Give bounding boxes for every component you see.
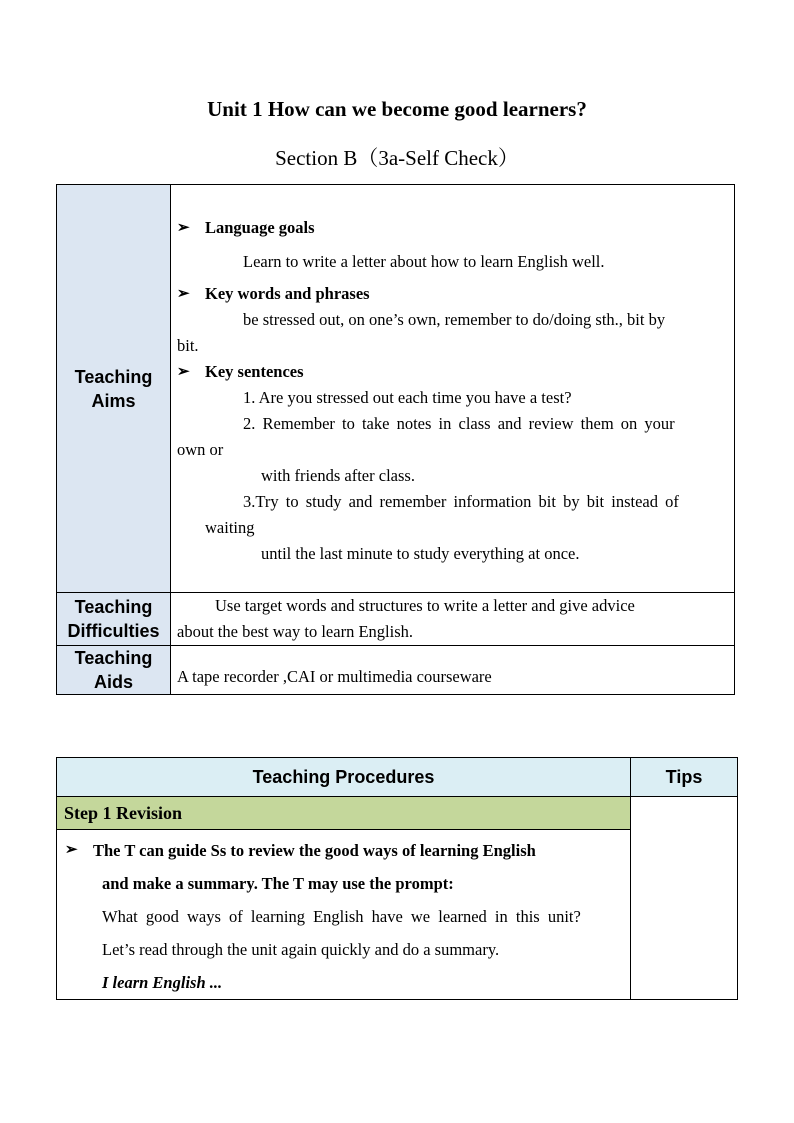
tips-header: Tips — [631, 758, 738, 797]
teaching-aids-label: Teaching Aids — [57, 646, 171, 695]
step1-instruction: ➢ The T can guide Ss to review the good ways of learning English — [65, 834, 622, 867]
key-sentence: 2. Remember to take notes in class and review them on your — [243, 414, 675, 433]
key-sentence: own or — [177, 440, 224, 459]
step1-heading: Step 1 Revision — [57, 797, 631, 830]
arrow-bullet-icon: ➢ — [177, 220, 190, 236]
step1-prompt: What good ways of learning English have we learned in this unit? — [102, 907, 581, 926]
page-title: Unit 1 How can we become good learners? — [207, 97, 587, 121]
step1-sentence-starter: I learn English ... — [102, 973, 223, 992]
key-sentence: with friends after class. — [261, 466, 415, 485]
page-subtitle: Section B（3a-Self Check） — [275, 146, 519, 170]
step1-instruction: and make a summary. The T may use the prompt: — [102, 874, 454, 893]
step1-prompt: Let’s read through the unit again quickly and do a summary. — [102, 940, 500, 959]
teaching-aids-content: A tape recorder ,CAI or multimedia courseware — [171, 646, 735, 695]
teaching-aims-content — [171, 185, 735, 593]
key-sentence: 3.Try to study and remember information bit by bit instead of — [243, 492, 679, 511]
key-words-line: bit. — [177, 336, 199, 355]
teaching-aims-label: Teaching Aims — [57, 185, 171, 593]
arrow-bullet-icon: ➢ — [177, 364, 190, 380]
key-sentence: until the last minute to study everything at once. — [261, 544, 580, 563]
teaching-difficulties-content: Use target words and structures to write a letter and give advice about the best way to learn English. — [171, 593, 735, 646]
language-goals-heading: ➢ Language goals — [177, 215, 728, 241]
language-goals-text: Learn to write a letter about how to learn English well. — [243, 252, 605, 271]
key-words-line: be stressed out, on one’s own, remember to do/doing sth., bit by — [243, 310, 666, 329]
key-sentence: waiting — [205, 518, 255, 537]
arrow-bullet-icon: ➢ — [65, 842, 78, 858]
teaching-procedures-table — [56, 757, 738, 1000]
teaching-aims-table — [56, 184, 735, 695]
teaching-difficulties-label: Teaching Difficulties — [57, 593, 171, 646]
tips-cell — [631, 797, 738, 1000]
arrow-bullet-icon: ➢ — [177, 286, 190, 302]
key-sentences-heading: ➢ Key sentences — [177, 359, 728, 385]
key-sentence: 1. Are you stressed out each time you have a test? — [243, 388, 572, 407]
key-words-heading: ➢ Key words and phrases — [177, 281, 728, 307]
step1-content — [57, 830, 631, 1000]
procedures-header: Teaching Procedures — [57, 758, 631, 797]
